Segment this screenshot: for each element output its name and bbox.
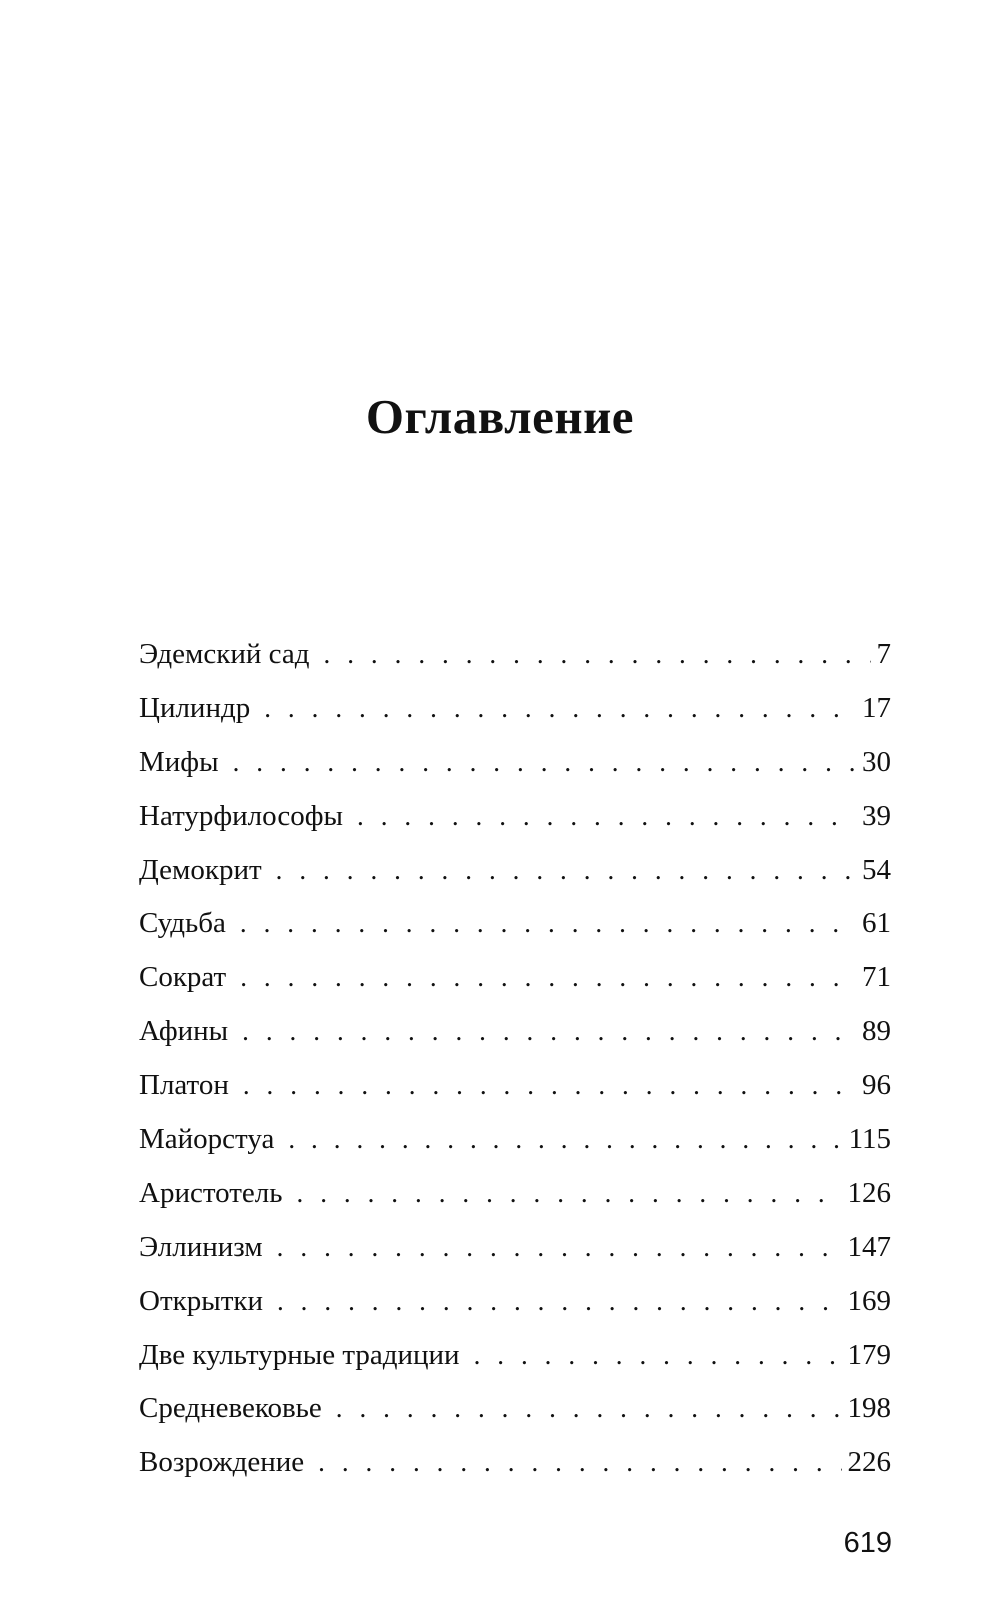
- toc-entry: [139, 1390, 891, 1444]
- toc-entry-title: Мифы: [139, 745, 219, 778]
- toc-entry-title: Платон: [139, 1069, 229, 1102]
- toc-entry-page: 147: [847, 1230, 891, 1263]
- dot-leader: [277, 1229, 842, 1265]
- toc-entry-page: 39: [862, 799, 891, 832]
- toc-entry-page: 126: [847, 1176, 891, 1209]
- toc-entry: [139, 959, 891, 1013]
- toc-entry: [139, 1067, 891, 1121]
- toc-entry: [139, 690, 891, 744]
- dot-leader: [277, 1283, 842, 1319]
- toc-entry-title: Открытки: [139, 1284, 263, 1317]
- toc-entry-page: 115: [848, 1123, 891, 1156]
- dot-leader: [288, 1121, 842, 1157]
- page-number: 619: [843, 1527, 892, 1559]
- toc-entry: [139, 1013, 891, 1067]
- dot-leader: [240, 959, 856, 995]
- toc-entry-title: Сократ: [139, 961, 227, 994]
- toc-entry-page: 169: [847, 1284, 891, 1317]
- toc-entry: [139, 1444, 891, 1498]
- dot-leader: [243, 1067, 856, 1103]
- toc-entry-page: 226: [847, 1446, 891, 1479]
- toc-entry: [139, 1175, 891, 1229]
- dot-leader: [233, 744, 856, 780]
- toc-entry-title: Афины: [139, 1015, 229, 1048]
- toc-entry-page: 61: [862, 907, 891, 940]
- toc-entry-title: Средневековье: [139, 1392, 322, 1425]
- toc-entry-page: 30: [862, 745, 891, 778]
- dot-leader: [336, 1390, 842, 1426]
- toc-entry-title: Аристотель: [139, 1176, 283, 1209]
- toc-entry-page: 7: [876, 638, 891, 670]
- toc-entry: [139, 1337, 891, 1391]
- toc-entry: [139, 636, 891, 690]
- dot-leader: [357, 798, 856, 834]
- toc-entry: [139, 1229, 891, 1283]
- page-title: Оглавление: [365, 388, 635, 444]
- toc-entry-page: 71: [862, 961, 891, 994]
- toc-entry-page: 17: [862, 691, 891, 724]
- toc-entry-title: Натурфилософы: [139, 799, 344, 832]
- toc-entry-page: 89: [862, 1015, 891, 1048]
- dot-leader: [324, 636, 871, 672]
- toc-entry-title: Две культурные традиции: [139, 1338, 460, 1371]
- toc-entry-title: Цилиндр: [139, 691, 251, 724]
- toc-entry-page: 179: [847, 1338, 891, 1371]
- toc-entry-title: Майорстуа: [139, 1123, 275, 1156]
- table-of-contents: [139, 636, 891, 1498]
- toc-entry-title: Эдемский сад: [139, 638, 310, 670]
- dot-leader: [474, 1337, 842, 1373]
- toc-entry-title: Демокрит: [139, 853, 262, 886]
- toc-entry: [139, 798, 891, 852]
- dot-leader: [276, 852, 856, 888]
- dot-leader: [318, 1444, 841, 1480]
- toc-entry: [139, 852, 891, 906]
- toc-entry-title: Эллинизм: [139, 1230, 263, 1263]
- toc-entry: [139, 1121, 891, 1175]
- toc-entry: [139, 744, 891, 798]
- dot-leader: [297, 1175, 842, 1211]
- toc-entry-page: 54: [862, 853, 891, 886]
- toc-entry-title: Судьба: [139, 907, 226, 940]
- toc-entry-title: Возрождение: [139, 1446, 305, 1479]
- toc-entry: [139, 905, 891, 959]
- dot-leader: [240, 905, 856, 941]
- toc-entry-page: 198: [847, 1392, 891, 1425]
- toc-entry-page: 96: [862, 1069, 891, 1102]
- dot-leader: [264, 690, 856, 726]
- dot-leader: [242, 1013, 856, 1049]
- toc-entry: [139, 1283, 891, 1337]
